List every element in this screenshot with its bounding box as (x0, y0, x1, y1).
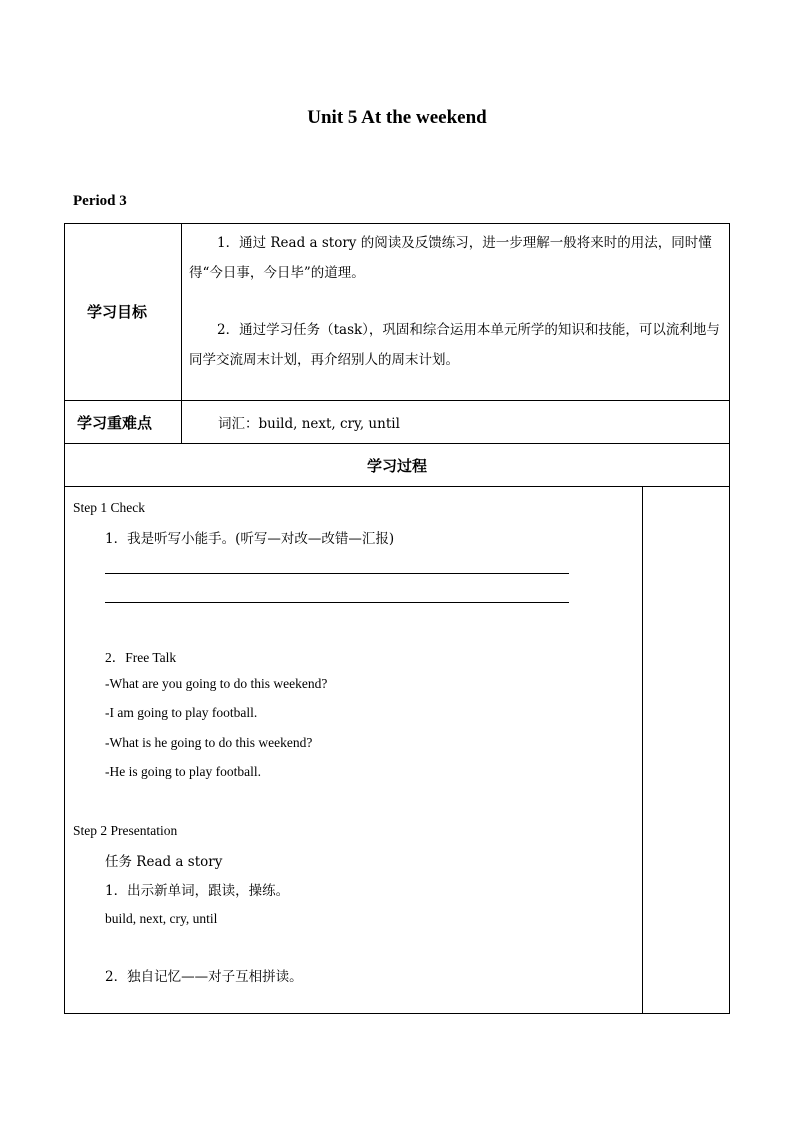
dialogue-line: -I am going to play football. (105, 705, 258, 720)
period-label: Period 3 (73, 193, 127, 209)
dialogue-line: -What is he going to do this weekend? (105, 735, 313, 750)
answer-blank-line (105, 602, 569, 603)
label-column-divider (181, 224, 182, 443)
answer-blank-line (105, 573, 569, 574)
step1-item2: 2．Free Talk (105, 650, 177, 665)
vocab-line: build, next, cry, until (105, 911, 218, 926)
row-divider (65, 486, 729, 487)
row-divider (65, 443, 729, 444)
step1-title: Step 1 Check (73, 500, 145, 515)
objective-1: 1．通过 Read a story 的阅读及反馈练习，进一步理解一般将来时的用法，同时懂得“今日事，今日毕”的道理。 (189, 235, 712, 281)
objective-2: 2．通过学习任务（task），巩固和综合运用本单元所学的知识和技能，可以流利地与同学交流周末计划，再介绍别人的周末计划。 (189, 322, 720, 368)
task-line: 任务 Read a story (105, 854, 223, 870)
objectives-label: 学习目标 (87, 303, 148, 321)
dialogue-line: -What are you going to do this weekend? (105, 676, 328, 691)
step2-item2: 2．独自记忆——对子互相拼读。 (105, 969, 303, 985)
process-header: 学习过程 (366, 457, 427, 475)
row-divider (65, 400, 729, 401)
notes-column-divider (642, 486, 643, 1013)
difficulty-text: 词汇：build, next, cry, until (218, 416, 400, 432)
step1-item1: 1．我是听写小能手。(听写—对改—改错—汇报) (105, 531, 395, 547)
document-title: Unit 5 At the weekend (307, 107, 487, 128)
step2-title: Step 2 Presentation (73, 823, 178, 838)
difficulty-label: 学习重难点 (77, 414, 153, 432)
step2-item1: 1．出示新单词，跟读，操练。 (105, 883, 290, 899)
lesson-plan-table (64, 223, 730, 1014)
dialogue-line: -He is going to play football. (105, 764, 261, 779)
